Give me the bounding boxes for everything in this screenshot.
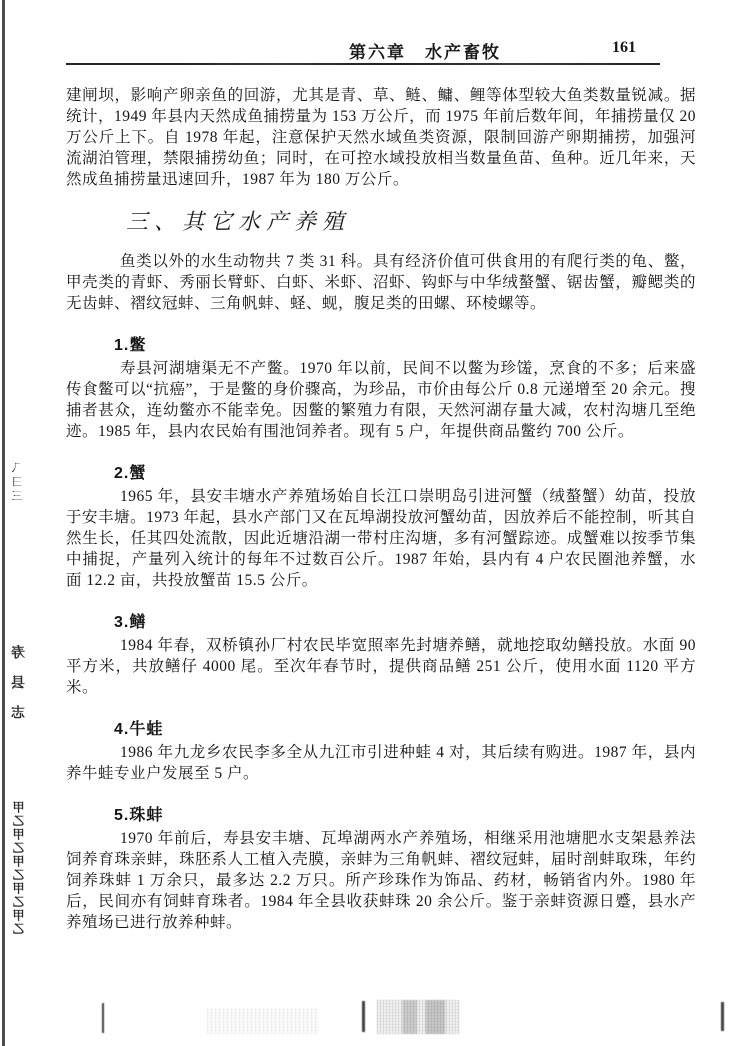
scan-edge-line bbox=[2, 0, 5, 1046]
scan-noise-tick bbox=[102, 1003, 104, 1033]
subsection-title: 4.牛蛙 bbox=[114, 721, 164, 738]
subsection-body: 1965 年，县安丰塘水产养殖场始自长江口崇明岛引进河蟹（绒螯蟹）幼苗，投放于安丰塘。1973 年起，县水产部门又在瓦埠湖投放河蟹幼苗，因放养后不能控制，听其自然生长，任其四处流散，因此近塘沿湖一带村庄沟塘，多有河蟹踪迹。成蟹难以按季节集中捕捉，产量列入统计的每年不过数百公斤。1987 年始，县内有 4 户农民圈池养蟹，水面 12.2 亩，共投放蟹苗 15.5 公斤。 bbox=[66, 488, 696, 589]
subsection-turtle bbox=[66, 336, 696, 442]
section-heading: 三、其它水产养殖 bbox=[126, 209, 351, 234]
margin-bleed-text-1: 乁彐三 bbox=[12, 462, 24, 504]
margin-bleed-book-title: 寿县志 bbox=[12, 645, 27, 735]
subsection-bullfrog bbox=[66, 720, 696, 784]
subsection-eel bbox=[66, 613, 696, 698]
subsection-title: 2.蟹 bbox=[114, 465, 147, 482]
subsection-title: 5.珠蚌 bbox=[114, 807, 164, 824]
subsection-body: 寿县河湖塘渠无不产鳖。1970 年以前，民间不以鳖为珍馐，烹食的不多；后来盛传食鳖可以“抗癌”，于是鳖的身价骤高，为珍品，市价由每公斤 0.8 元递增至 20 余元。搜捕者甚众，连幼鳖亦不能幸免。因鳖的繁殖力有限，天然河湖存量大减，农村沟塘几至绝迹。1985 年，县内农民始有围池饲养者。现有 5 户，年提供商品鳖约 700 公斤。 bbox=[66, 360, 696, 440]
scan-noise-tick bbox=[721, 1002, 724, 1031]
header-rule bbox=[66, 63, 660, 65]
subsection-body: 1986 年九龙乡农民李多全从九江市引进种蛙 4 对，其后续有购进。1987 年，县内养牛蛙专业户发展至 5 户。 bbox=[66, 744, 696, 782]
subsection-title: 3.鳝 bbox=[114, 614, 147, 631]
scan-noise-speckle bbox=[377, 1000, 459, 1034]
intro-paragraph: 建闸坝，影响产卵亲鱼的回游，尤其是青、草、鲢、鳙、鲤等体型较大鱼类数量锐减。据统计，1949 年县内天然成鱼捕捞量为 153 万公斤，而 1975 年前后数年间，年捕捞量仅 20 万公斤上下。自 1978 年起，注意保护天然水域鱼类资源，限制回游产卵期捕捞，加强河流湖泊管理，禁限捕捞幼鱼；同时，在可控水域投放相当数量鱼苗、鱼种。近几年来，天然成鱼捕捞量迅速回升，1987 年为 180 万公斤。 bbox=[66, 87, 696, 188]
subsection-body: 1970 年前后，寿县安丰塘、瓦埠湖两水产养殖场，相继采用池塘肥水支架悬养法饲养育珠亲蚌，珠胚系人工植入壳膜，亲蚌为三角帆蚌、褶纹冠蚌，届时剖蚌取珠，年约饲养珠蚌 1 万余只，最多达 2.2 万只。所产珍珠作为饰品、药材，畅销省内外。1980 年后，民间亦有饲蚌育珠者。1984 年全县收获蚌珠 20 余公斤。鉴于亲蚌资源日蹙，县水产养殖场已进行放养种蚌。 bbox=[66, 830, 696, 931]
scan-noise-tick bbox=[362, 1001, 365, 1032]
page-header bbox=[66, 38, 696, 60]
scan-noise-speckle bbox=[207, 1008, 319, 1034]
chapter-title: 第六章 水产畜牧 bbox=[349, 43, 501, 62]
margin-bleed-text-3: 甲乙甲乙甲乙甲乙甲乙 bbox=[12, 801, 26, 936]
subsection-title: 1.鳖 bbox=[114, 337, 147, 354]
subsection-pearl-mussel bbox=[66, 806, 696, 933]
subsection-body: 1984 年春，双桥镇孙厂村农民毕宽照率先封塘养鳝，就地挖取幼鳝投放。水面 90 平方米，共放鳝仔 4000 尾。至次年春节时，提供商品鳝 251 公斤，使用水面 1120 平方米。 bbox=[66, 637, 696, 696]
subsection-crab bbox=[66, 464, 696, 591]
page-content bbox=[66, 85, 696, 933]
section-intro-paragraph: 鱼类以外的水生动物共 7 类 31 科。具有经济价值可供食用的有爬行类的龟、鳖，甲壳类的青虾、秀丽长臂虾、白虾、米虾、沼虾、钩虾与中华绒螯蟹、锯齿蟹，瓣鳃类的无齿蚌、褶纹冠蚌、三角帆蚌、蛏、蚬，腹足类的田螺、环棱螺等。 bbox=[66, 253, 696, 312]
page-number: 161 bbox=[612, 39, 636, 56]
